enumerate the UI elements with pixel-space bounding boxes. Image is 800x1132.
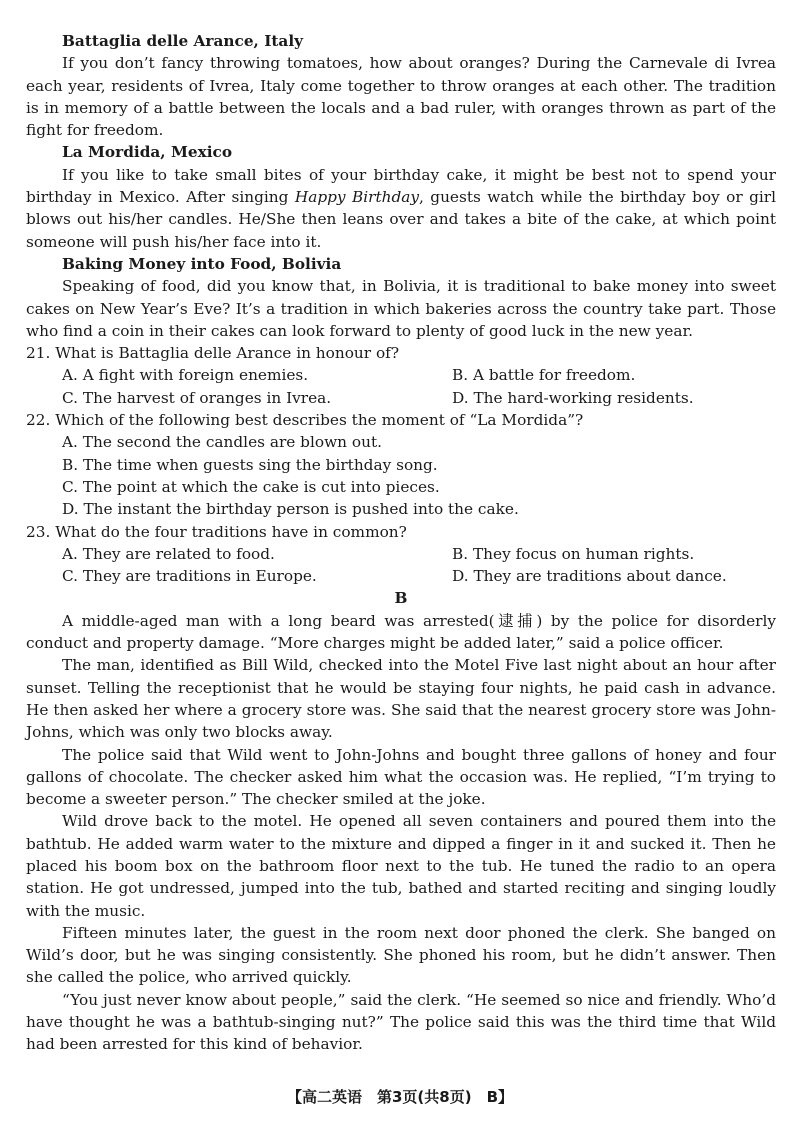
passage-b-paragraph: The police said that Wild went to John-Johns and bought three gallons of honey and four gallons of chocolate. The checker asked him what the occasion was. He replied, “I’m trying to become a sweeter person.” The checker smiled at the joke. <box>26 745 776 809</box>
question-21-options-row-1 <box>26 364 776 386</box>
passage-b-paragraph: The man, identified as Bill Wild, checked into the Motel Five last night about an hour after sunset. Telling the receptionist that he would be staying four nights, he paid cash in advance. He then asked her where a grocery store was. She said that the nearest grocery store was John-Johns, which was only two blocks away. <box>26 656 776 742</box>
passage-b-paragraph: Wild drove back to the motel. He opened all seven containers and poured them into the bathtub. He added warm water to the mixture and dipped a finger in it and sucked it. Then he placed his boom box on the bathroom floor next to the tub. He tuned the radio to an opera station. He got undressed, jumped into the tub, bathed and started reciting and singing loudly with the music. <box>26 812 776 920</box>
question-23-options-row-1 <box>26 543 776 565</box>
question-22-option-d: D. The instant the birthday person is pushed into the cake. <box>62 500 519 519</box>
section-heading-italy: Battaglia delle Arance, Italy <box>62 32 304 50</box>
question-21-option-b: B. A battle for freedom. <box>452 366 636 385</box>
paragraph-italy: If you don’t fancy throwing tomatoes, how about oranges? During the Carnevale di Ivrea each year, residents of Ivrea, Italy come together to throw oranges at each other. The tradition is in memory of a battle between the locals and a bad ruler, with oranges thrown as part of the fight for freedom. <box>26 54 776 140</box>
passage-b-paragraph: A middle-aged man with a long beard was arrested(逮捕) by the police for disorderly conduct and property damage. “More charges might be added later,” said a police officer. <box>26 611 776 653</box>
paragraph-mexico: If you like to take small bites of your birthday cake, it might be best not to spend your birthday in Mexico. After singing Happy Birthday, guests watch while the birthday boy or girl blows out his/her candles. He/She then leans over and takes a bite of the cake, at which point someone will push his/her face into it. <box>26 165 776 251</box>
question-23-option-d: D. They are traditions about dance. <box>452 567 727 586</box>
question-21-option-a: A. A fight with foreign enemies. <box>62 366 309 385</box>
question-22-option-c: C. The point at which the cake is cut into pieces. <box>62 477 440 496</box>
question-22-option-b: B. The time when guests sing the birthday song. <box>62 455 438 474</box>
section-b-label: B <box>394 589 408 608</box>
question-21-stem: 21. What is Battaglia delle Arance in honour of? <box>26 344 400 363</box>
passage-b-paragraph: “You just never know about people,” said the clerk. “He seemed so nice and friendly. Who’d have thought he was a bathtub-singing nut?” The police said this was the third time that Wild had been arrested for this kind of behavior. <box>26 990 776 1054</box>
question-22-option-a: A. The second the candles are blown out. <box>62 433 382 452</box>
question-23-option-c: C. They are traditions in Europe. <box>62 567 317 586</box>
question-23-option-a: A. They are related to food. <box>62 544 275 563</box>
question-23-option-b: B. They focus on human rights. <box>452 544 695 563</box>
question-21-option-c: C. The harvest of oranges in Ivrea. <box>62 388 332 407</box>
paragraph-bolivia: Speaking of food, did you know that, in Bolivia, it is traditional to bake money into sweet cakes on New Year’s Eve? It’s a tradition in which bakeries across the country take part. Those who find a coin in their cakes can look forward to plenty of good luck in the new year. <box>26 277 776 340</box>
section-heading-bolivia: Baking Money into Food, Bolivia <box>62 254 342 273</box>
passage-b-paragraph: Fifteen minutes later, the guest in the room next door phoned the clerk. She banged on Wild’s door, but he was singing consistently. She phoned his room, but he didn’t answer. Then she called the police, who arrived quickly. <box>26 923 776 987</box>
question-22-stem: 22. Which of the following best describes the moment of “La Mordida”? <box>26 411 584 430</box>
song-title: Happy Birthday <box>294 188 419 207</box>
page-footer: 【高二英语 第3页(共8页) B】 <box>286 1088 514 1106</box>
question-21-options-row-2 <box>26 387 776 409</box>
question-23-stem: 23. What do the four traditions have in common? <box>26 522 407 541</box>
section-heading-mexico: La Mordida, Mexico <box>62 143 233 162</box>
question-23-options-row-2 <box>26 565 776 587</box>
question-21-option-d: D. The hard-working residents. <box>452 388 694 407</box>
